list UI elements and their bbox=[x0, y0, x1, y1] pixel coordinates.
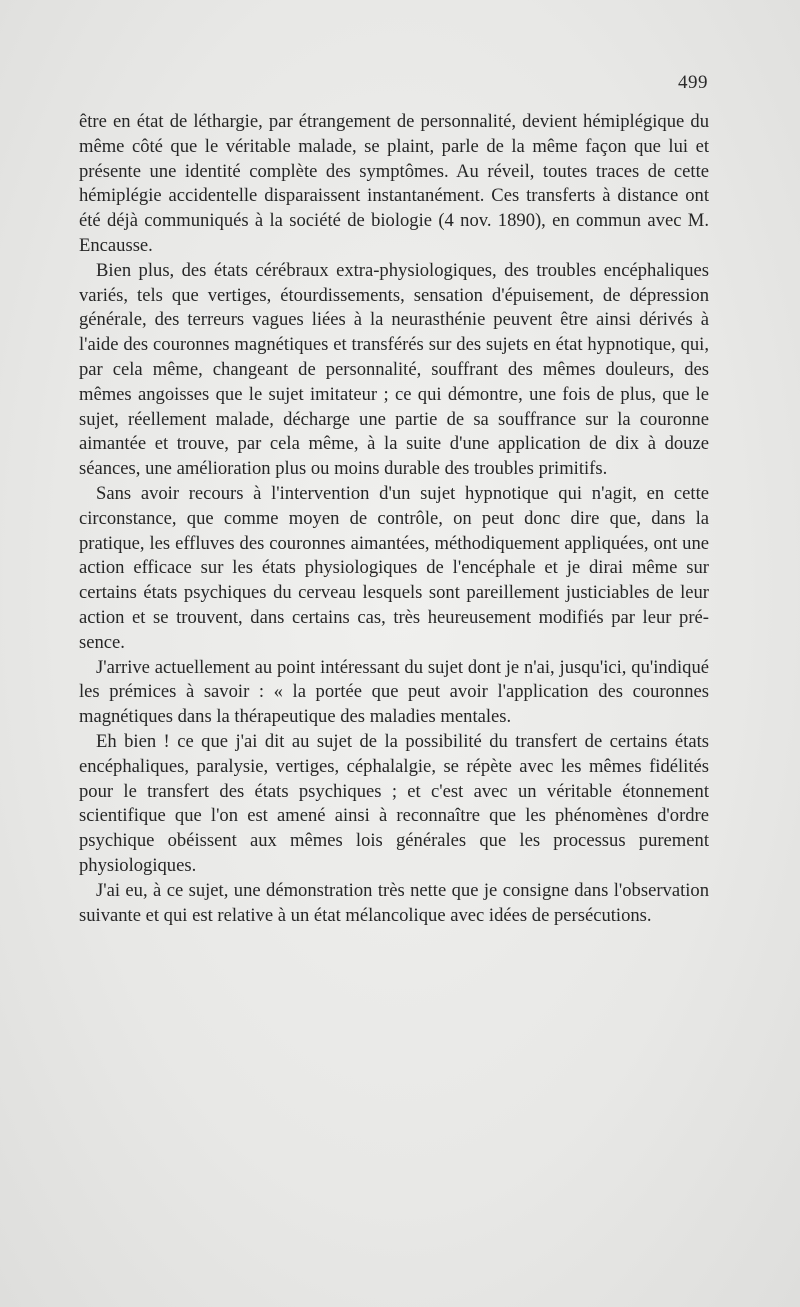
paragraph-4: J'arrive actuellement au point intéressant du sujet dont je n'ai, jusqu'ici, qu'indiqué les prémices à savoir : « la portée que peut avoir l'application des couronnes magnétiques dans la thérapeutique des maladies mentales. bbox=[79, 656, 709, 728]
paragraph-2: Bien plus, des états cérébraux extra-physiologiques, des troubles encéphaliques variés, tels que vertiges, étourdissements, sensation d'épuisement, de dépression générale, des terreurs vagues liées à la neurasthénie peuvent être ainsi dérivés à l'aide des couronnes magnétiques et transférés sur des sujets en état hypnotique, qui, par cela même, changeant de personnalité, souffrant des mêmes douleurs, des mêmes angoisses que le sujet imitateur ; ce qui démontre, une fois de plus, que le sujet, réellement malade, décharge une partie de sa souffrance sur la couronne aimantée et trouve, par cela même, à la suite d'une application de dix à douze séances, une amélioration plus ou moins durable des troubles primitifs. bbox=[79, 259, 709, 480]
body-text bbox=[79, 110, 709, 928]
paragraph-5: Eh bien ! ce que j'ai dit au sujet de la possibilité du transfert de certains états encéphaliques, paralysie, vertiges, céphalalgie, se répète avec les mêmes fidélités pour le transfert des états psychiques ; et c'est avec un véritable étonnement scientifique que l'on est amené ainsi à reconnaître que les phénomènes d'ordre psychique obéissent aux mêmes lois générales que les processus purement physiologiques. bbox=[79, 730, 709, 876]
paragraph-1: être en état de léthargie, par étrangement de personnalité, devient hémiplégique du même côté que le véritable malade, se plaint, parle de la même façon que lui et présente une identité complète des symptômes. Au réveil, toutes traces de cette hémiplégie accidentelle disparaissent instantanément. Ces transferts à distance ont été déjà communiqués à la société de biologie (4 nov. 1890), en commun avec M. Encausse. bbox=[79, 111, 709, 256]
paragraph-3: Sans avoir recours à l'intervention d'un sujet hypnotique qui n'agit, en cette circonstance, que comme moyen de contrôle, on peut donc dire que, dans la pratique, les effluves des couronnes aimantées, méthodiquement appliquées, ont une action efficace sur les états physiologiques de l'encéphale et je dirai même sur certains états psychiques du cerveau lesquels sont pareillement justiciables de leur action et se trouvent, dans certains cas, très heureusement modifiés par leur présence. bbox=[79, 482, 709, 653]
page-number: 499 bbox=[678, 72, 708, 93]
paragraph-6: J'ai eu, à ce sujet, une démonstration très nette que je consigne dans l'observation suivante et qui est relative à un état mélancolique avec idées de persécutions. bbox=[79, 879, 709, 926]
